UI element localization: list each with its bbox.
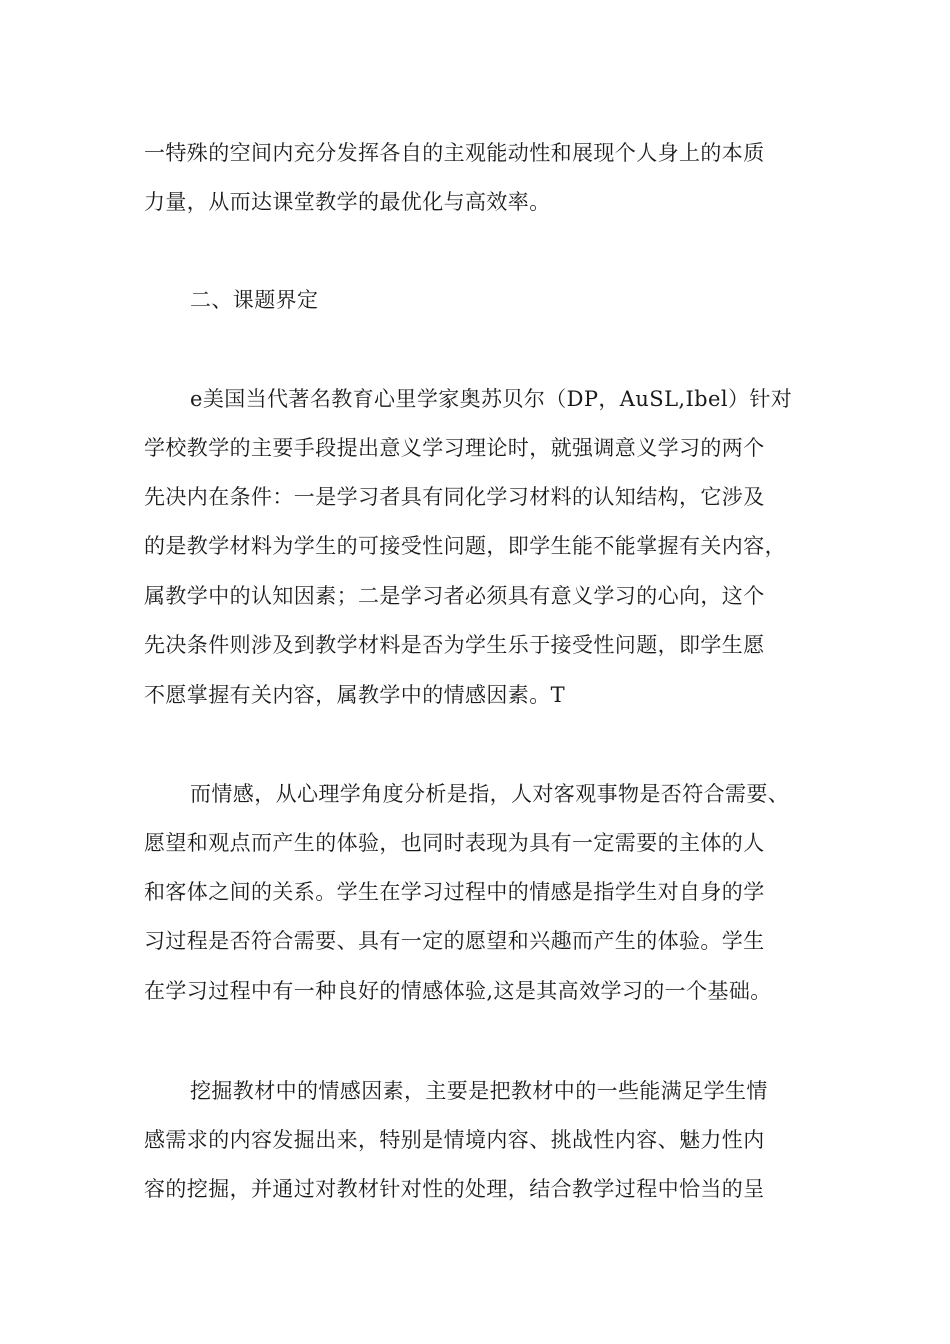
paragraph-2-line-1: e美国当代著名教育心里学家奥苏贝尔（DP，AuSL,Ibel）针对 bbox=[190, 387, 793, 411]
paragraph-3-line-1: 而情感，从心理学角度分析是指，人对客观事物是否符合需要、 bbox=[190, 782, 790, 806]
paragraph-3-line-4: 习过程是否符合需要、具有一定的愿望和兴趣而产生的体验。学生 bbox=[144, 929, 765, 953]
paragraph-1-line-2: 力量，从而达课堂教学的最优化与高效率。 bbox=[144, 190, 551, 214]
paragraph-2-line-7: 不愿掌握有关内容，属教学中的情感因素。T bbox=[144, 683, 566, 707]
paragraph-2-line-5: 属教学中的认知因素；二是学习者必须具有意义学习的心向，这个 bbox=[144, 584, 765, 608]
paragraph-2-line-2: 学校教学的主要手段提出意义学习理论时，就强调意义学习的两个 bbox=[144, 436, 765, 460]
paragraph-2-line-4: 的是教学材料为学生的可接受性问题，即学生能不能掌握有关内容， bbox=[144, 534, 786, 558]
section-heading: 二、课题界定 bbox=[190, 288, 319, 312]
paragraph-4-line-3: 容的挖掘，并通过对教材针对性的处理，结合教学过程中恰当的呈 bbox=[144, 1177, 765, 1201]
paragraph-3-line-3: 和客体之间的关系。学生在学习过程中的情感是指学生对自身的学 bbox=[144, 880, 765, 904]
paragraph-2-line-3: 先决内在条件：一是学习者具有同化学习材料的认知结构，它涉及 bbox=[144, 485, 765, 509]
paragraph-1-line-1: 一特殊的空间内充分发挥各自的主观能动性和展现个人身上的本质 bbox=[144, 141, 765, 165]
paragraph-4-line-2: 感需求的内容发掘出来，特别是情境内容、挑战性内容、魅力性内 bbox=[144, 1128, 765, 1152]
paragraph-2-line-6: 先决条件则涉及到教学材料是否为学生乐于接受性问题，即学生愿 bbox=[144, 633, 765, 657]
paragraph-3-line-2: 愿望和观点而产生的体验，也同时表现为具有一定需要的主体的人 bbox=[144, 831, 765, 855]
paragraph-3-line-5: 在学习过程中有一种良好的情感体验,这是其高效学习的一个基础。 bbox=[144, 979, 772, 1003]
paragraph-4-line-1: 挖掘教材中的情感因素，主要是把教材中的一些能满足学生情 bbox=[190, 1079, 768, 1103]
